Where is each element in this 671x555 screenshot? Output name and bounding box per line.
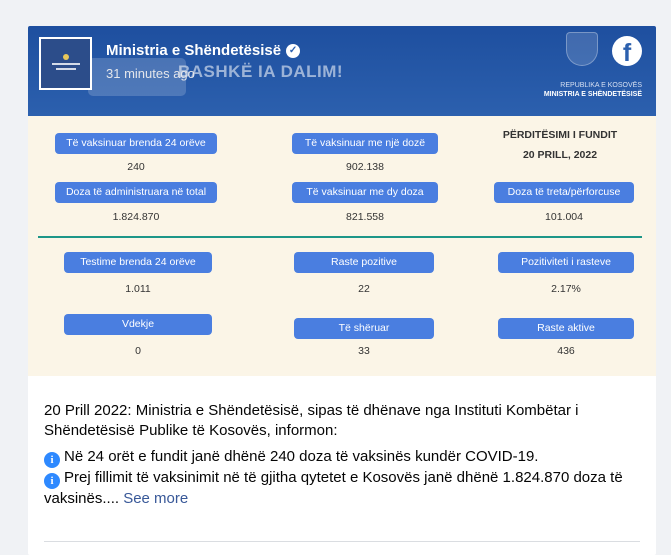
last-update-title [484,125,636,165]
stat-value-two-dose: 821.558 [346,211,384,223]
stat-label-vaccinated-24h: Të vaksinuar brenda 24 orëve [55,133,217,154]
stat-label-tests: Testime brenda 24 orëve [64,252,212,273]
page-name-label: Ministria e Shëndetësisë [106,42,282,59]
post-paragraph-intro: 20 Prill 2022: Ministria e Shëndetësisë, sipas të dhënave nga Instituti Kombëtar i Shëndetësisë Publike të Kosovës, informon: [44,402,579,439]
page-name[interactable] [106,42,300,59]
stat-label-booster: Doza të treta/përforcuse [494,182,634,203]
post-line-24h-text: Në 24 orët e fundit janë dhënë 240 doza të vaksinës kundër COVID-19. [64,448,539,465]
banner-slogan: BASHKË IA DALIM! [178,62,344,81]
post-timestamp[interactable]: 31 minutes ago [106,66,195,81]
ministry-logo-icon [51,54,81,74]
post-line-total [44,468,644,509]
stat-label-deaths: Vdekje [64,314,212,335]
facebook-post-card [28,26,656,555]
stat-label-two-dose: Të vaksinuar me dy doza [292,182,438,203]
facebook-icon: f [612,36,642,66]
stat-label-positive: Raste pozitive [294,252,434,273]
post-line-24h [44,447,644,468]
stat-label-active: Raste aktive [498,318,634,339]
last-update-line2: 20 PRILL, 2022 [522,149,598,161]
post-banner-image[interactable] [28,26,656,116]
stat-value-total-doses: 1.824.870 [112,211,160,223]
see-more-link[interactable]: See more [123,490,189,507]
stat-label-recovered: Të shëruar [294,318,434,339]
stat-value-recovered: 33 [358,345,370,357]
stat-label-total-doses: Doza të administruara në total [55,182,217,203]
verified-check-icon: ✓ [286,44,300,58]
stats-divider [38,236,642,238]
last-update-line1: PËRDITËSIMI I FUNDIT [502,129,618,141]
info-icon: i [44,452,60,468]
stat-value-active: 436 [557,345,575,357]
stat-label-one-dose: Të vaksinuar me një dozë [292,133,438,154]
stat-value-tests: 1.011 [125,283,151,295]
info-icon: i [44,473,60,489]
stat-value-deaths: 0 [135,345,141,357]
stat-value-one-dose: 902.138 [346,161,384,173]
stat-value-booster: 101.004 [545,211,583,223]
kosovo-crest-icon [566,32,598,66]
stat-value-positive: 22 [358,283,370,295]
page-avatar[interactable] [39,37,92,90]
stat-label-positivity: Pozitiviteti i rasteve [498,252,634,273]
republic-label [544,81,642,99]
ministry-line: MINISTRIA E SHËNDETËSISË [543,91,642,98]
post-line-total-text: Prej fillimit të vaksinimit në të gjitha qytetet e Kosovës janë dhënë 1.824.870 doza të vaksinës.... [44,469,623,507]
post-body [44,401,644,509]
stat-value-positivity: 2.17% [551,283,581,295]
post-separator [44,541,640,542]
republic-line: REPUBLIKA E KOSOVËS [560,82,642,89]
covid-stats-panel [28,116,656,376]
stat-value-vaccinated-24h: 240 [127,161,145,173]
